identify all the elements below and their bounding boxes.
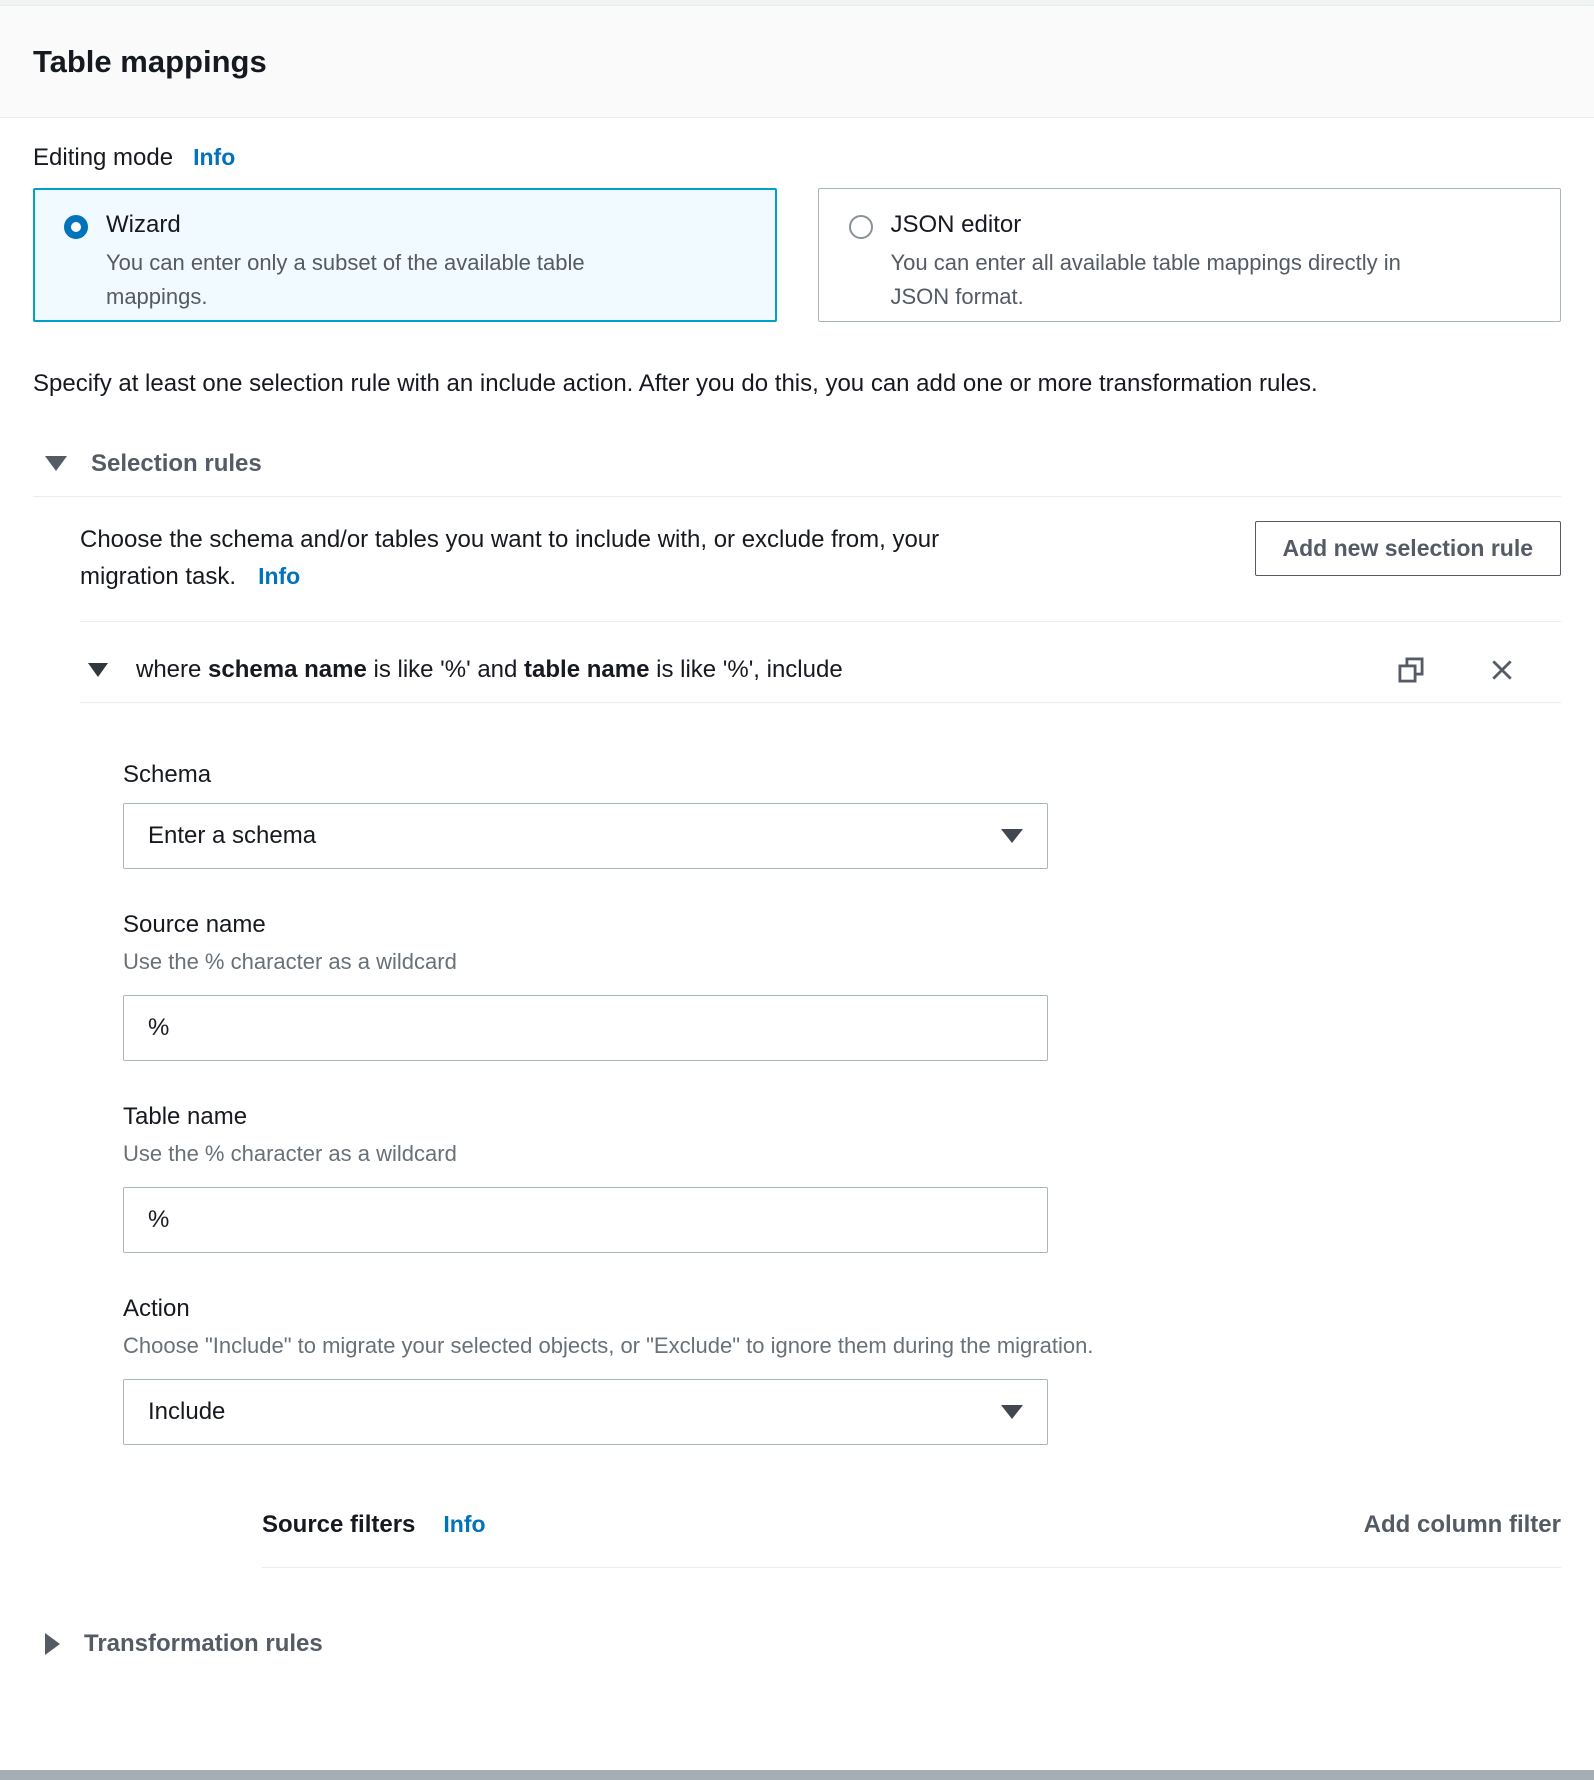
schema-label: Schema: [123, 761, 212, 789]
editing-mode-row: [33, 144, 1561, 172]
selection-rules-title: Selection rules: [91, 449, 262, 477]
schema-select-value: Enter a schema: [148, 822, 317, 850]
source-name-field-group: [123, 911, 1561, 1061]
table-name-input[interactable]: [123, 1187, 1048, 1253]
rule-summary-suffix: is like '%', include: [649, 656, 843, 684]
editing-mode-options: [33, 188, 1561, 322]
duplicate-rule-icon[interactable]: [1397, 656, 1425, 684]
editing-mode-label: Editing mode: [33, 144, 174, 171]
editing-mode-option-json-editor[interactable]: [818, 188, 1562, 322]
rule-actions: [1397, 656, 1515, 684]
add-selection-rule-button[interactable]: Add new selection rule: [1255, 521, 1562, 576]
selection-rules-content: [80, 521, 1561, 1568]
source-name-constraint: Use the % character as a wildcard: [123, 949, 457, 975]
panel-body: [0, 144, 1594, 1658]
caret-down-icon: [45, 456, 67, 471]
editing-mode-info-link[interactable]: Info: [193, 144, 236, 170]
rule-summary-text: [136, 656, 843, 684]
radio-unchecked-icon[interactable]: [849, 215, 873, 239]
divider: [33, 496, 1561, 497]
bottom-section-edge: [0, 1770, 1594, 1780]
selection-rule-row: [80, 656, 1561, 684]
rule-summary-prefix: where: [136, 656, 209, 684]
rule-summary-table-name: table name: [524, 656, 650, 684]
json-editor-option-text: [891, 211, 1451, 321]
source-name-input[interactable]: [123, 995, 1048, 1061]
page-title: Table mappings: [33, 43, 267, 79]
intro-text: Specify at least one selection rule with an include action. After you do this, you can add one or more transformation rules.: [33, 370, 1318, 397]
selection-rule-form: [123, 761, 1561, 1568]
table-name-label: Table name: [123, 1103, 248, 1131]
source-filters-info-link[interactable]: Info: [443, 1511, 486, 1538]
rule-summary-mid: is like '%' and: [366, 656, 525, 684]
caret-right-icon: [45, 1633, 60, 1655]
transformation-rules-toggle[interactable]: [45, 1630, 1561, 1658]
panel-header: [0, 6, 1594, 118]
source-name-label: Source name: [123, 911, 266, 939]
table-name-constraint: Use the % character as a wildcard: [123, 1141, 457, 1167]
selection-rules-section: [33, 450, 1561, 1568]
rule-caret-down-icon[interactable]: [88, 663, 108, 677]
selection-rules-desc-row: [80, 521, 1561, 595]
action-select-value: Include: [148, 1398, 226, 1426]
selection-rules-toggle[interactable]: [45, 450, 1561, 478]
action-constraint: Choose "Include" to migrate your selected objects, or "Exclude" to ignore them during the migration.: [123, 1333, 1094, 1359]
divider: [80, 621, 1561, 622]
wizard-option-label: Wizard: [106, 211, 181, 238]
rule-summary-schema-name: schema name: [208, 656, 367, 684]
transformation-rules-title: Transformation rules: [84, 1630, 323, 1658]
remove-rule-icon[interactable]: [1489, 657, 1515, 683]
action-field-group: [123, 1295, 1561, 1445]
selection-rules-description-text: Choose the schema and/or tables you want to include with, or exclude from, your migration task.: [80, 525, 940, 591]
editing-mode-option-wizard[interactable]: [33, 188, 777, 322]
divider: [80, 702, 1561, 703]
wizard-option-description: You can enter only a subset of the available table mappings.: [106, 250, 585, 310]
action-select[interactable]: [123, 1379, 1048, 1445]
selection-rules-info-link[interactable]: Info: [258, 563, 301, 590]
source-filters-section: [262, 1511, 1561, 1568]
table-name-field-group: [123, 1103, 1561, 1253]
selection-rules-description: [80, 521, 995, 595]
action-label: Action: [123, 1295, 190, 1323]
radio-checked-icon[interactable]: [64, 215, 88, 239]
json-editor-option-description: You can enter all available table mappings directly in JSON format.: [890, 250, 1401, 310]
add-column-filter-button[interactable]: Add column filter: [1363, 1511, 1561, 1539]
json-editor-option-label: JSON editor: [890, 211, 1022, 238]
chevron-down-icon: [1001, 829, 1023, 843]
schema-select[interactable]: [123, 803, 1048, 869]
source-filters-label: Source filters: [262, 1511, 416, 1539]
chevron-down-icon: [1001, 1405, 1023, 1419]
wizard-option-text: [106, 211, 606, 320]
source-filters-row: [262, 1511, 1561, 1539]
divider: [262, 1567, 1561, 1568]
schema-field-group: [123, 761, 1561, 869]
